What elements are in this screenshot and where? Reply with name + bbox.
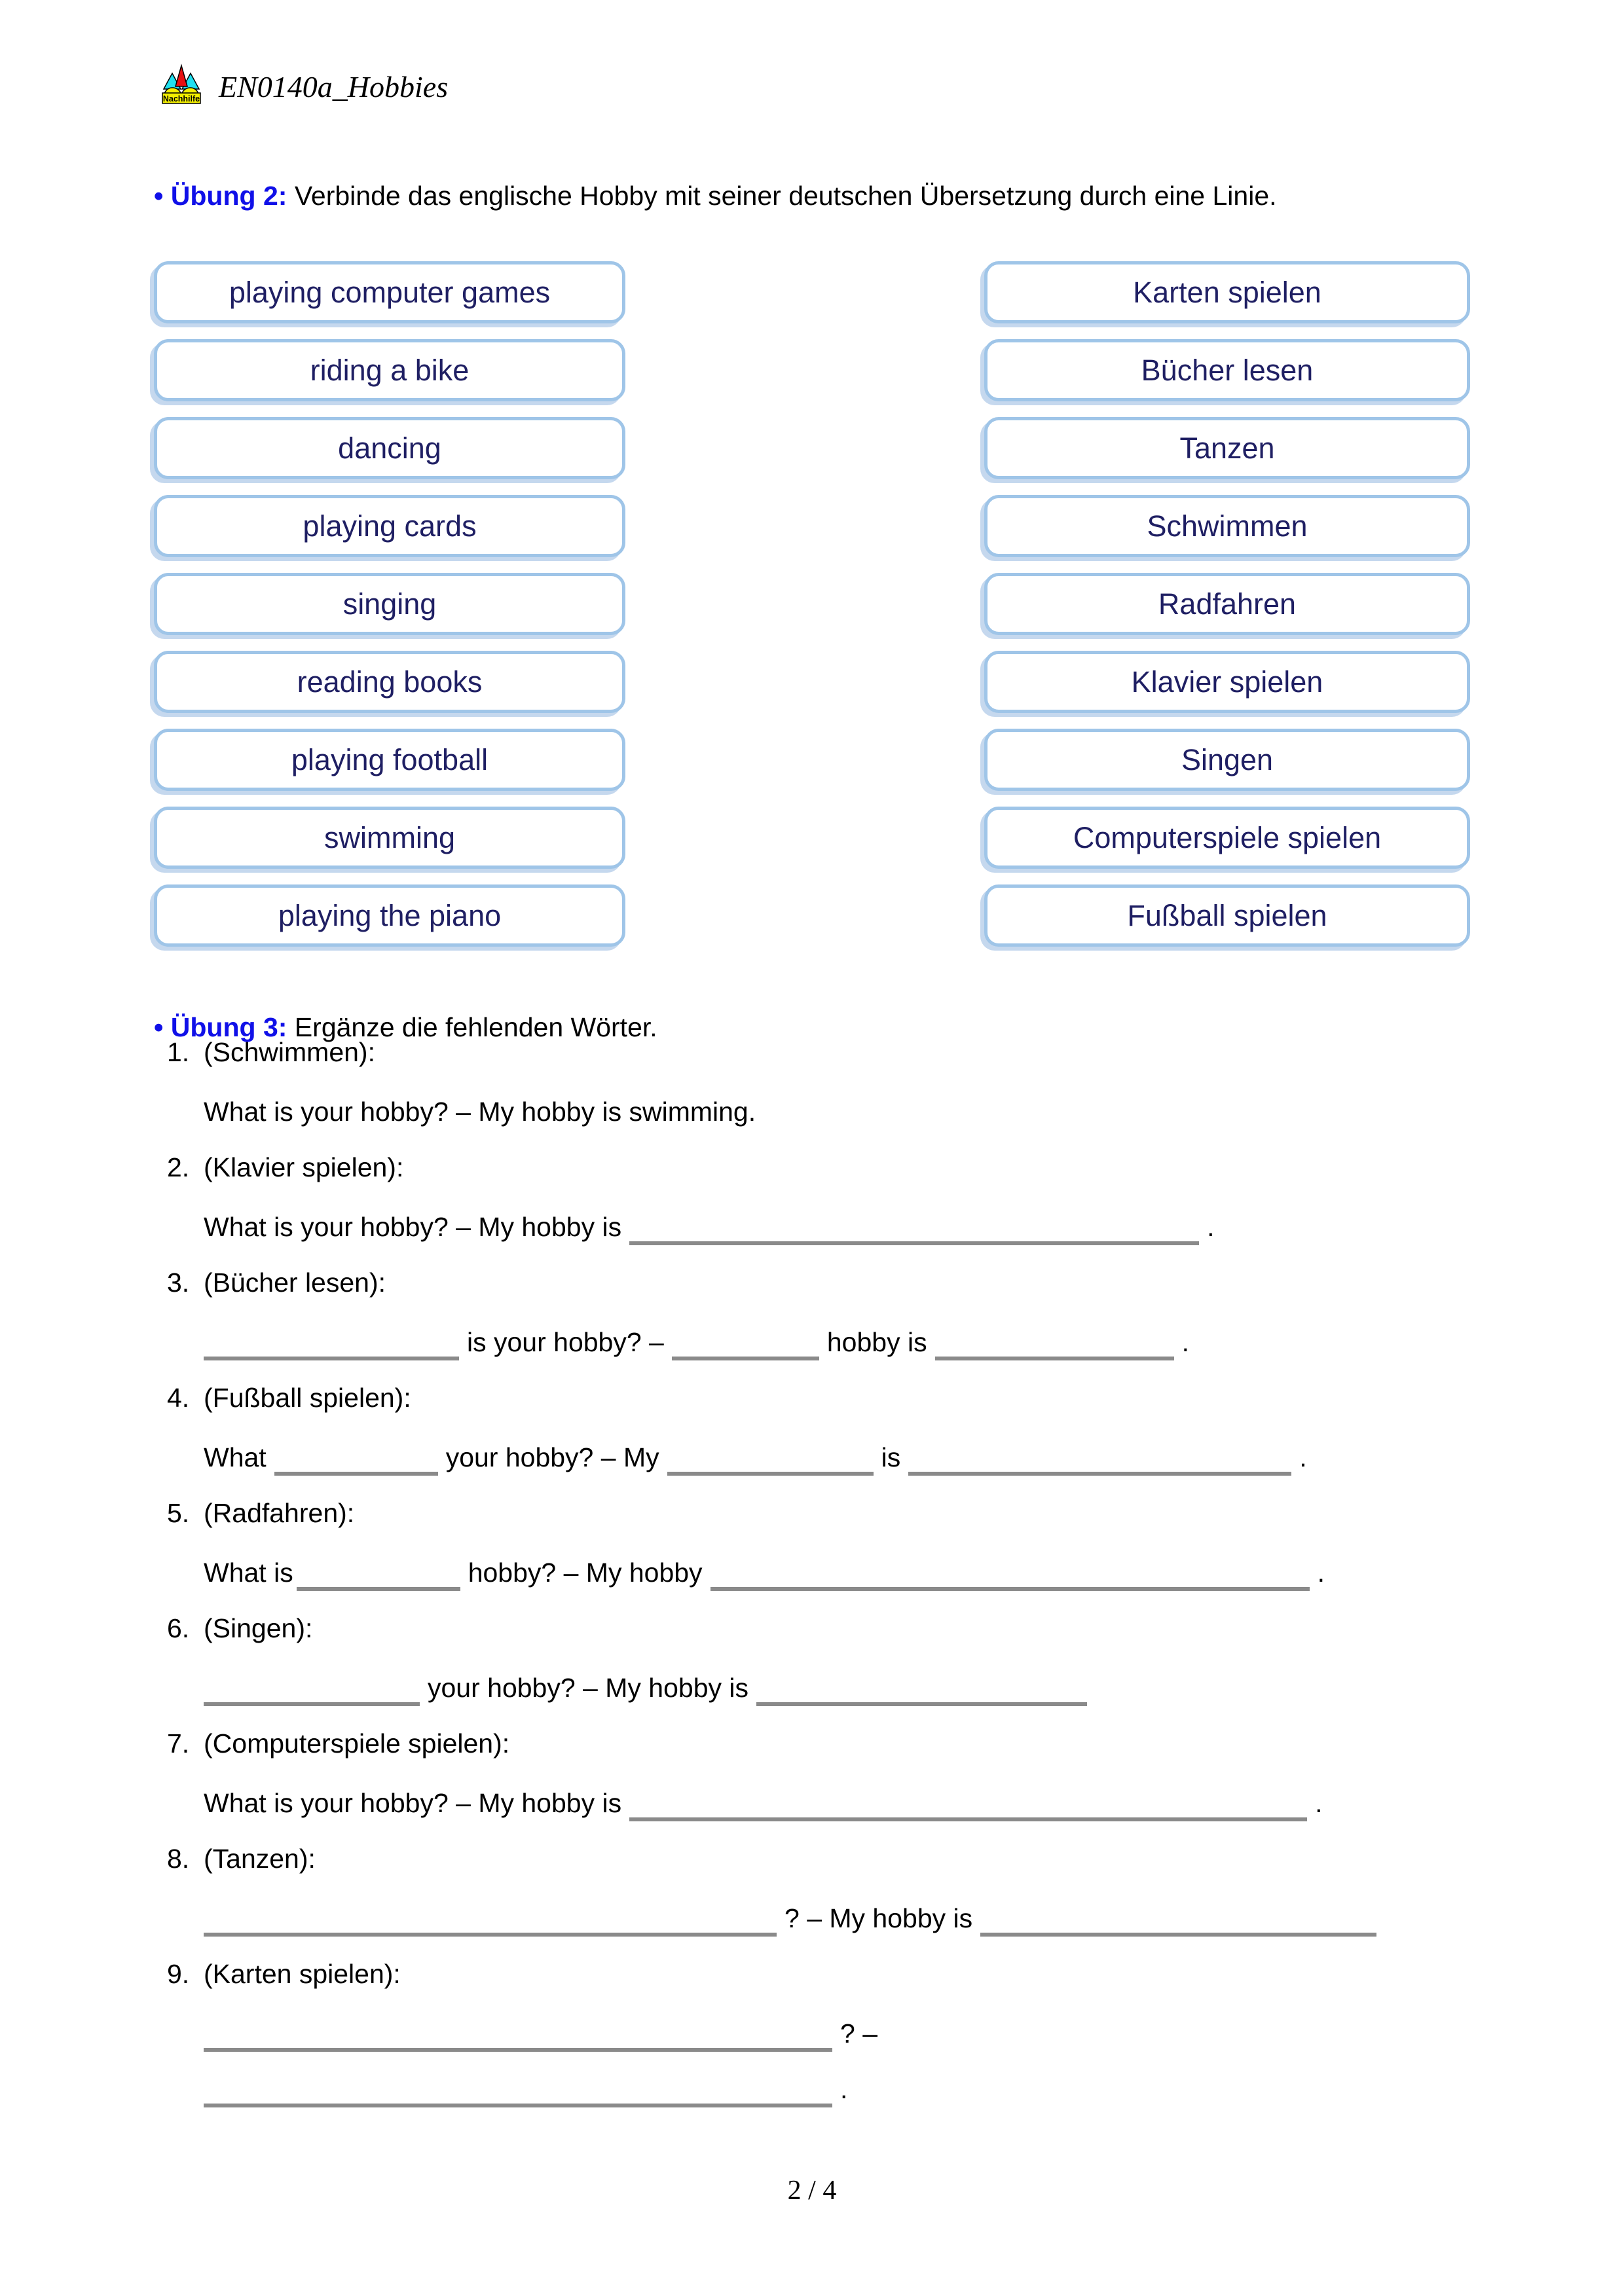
sentence-text: What — [204, 1442, 267, 1472]
fill-in-sentence — [204, 1323, 1477, 1361]
blank-line — [980, 1925, 1376, 1937]
hobby-box-english — [154, 729, 625, 791]
exercise-item — [167, 1264, 1477, 1361]
blank-line — [710, 1579, 1310, 1591]
exercise2-instruction: Verbinde das englische Hobby mit seiner deutschen Übersetzung durch eine Linie. — [294, 181, 1277, 211]
english-hobby-column — [154, 261, 625, 962]
hobby-box-german — [984, 807, 1470, 869]
hobby-box-label: Radfahren — [1158, 587, 1297, 621]
logo-text: Nachhilfe — [162, 94, 200, 103]
sentence-text: . — [1315, 1788, 1323, 1818]
blank-line — [935, 1349, 1174, 1360]
item-label-line — [167, 1609, 1477, 1647]
item-hobby-german-label: (Computerspiele spielen): — [204, 1728, 510, 1758]
hobby-box-label: riding a bike — [310, 353, 470, 387]
blank-line — [204, 2096, 832, 2107]
hobby-box-label: Bücher lesen — [1141, 353, 1314, 387]
hobby-box-label: Singen — [1181, 742, 1274, 776]
german-hobby-column — [984, 261, 1470, 962]
fill-in-sentence — [204, 2070, 1477, 2108]
sentence-text: . — [1207, 1212, 1215, 1242]
hobby-box-label: playing computer games — [229, 275, 551, 309]
hobby-box-german — [984, 651, 1470, 713]
sentence-text: . — [1299, 1442, 1307, 1472]
bullet-icon: • — [154, 181, 164, 211]
item-label-line — [167, 1264, 1477, 1302]
hobby-box-german — [984, 261, 1470, 323]
item-hobby-german-label: (Klavier spielen): — [204, 1152, 404, 1182]
page-footer — [0, 2175, 1624, 2206]
item-number: 1. — [167, 1037, 190, 1067]
fill-in-sentence — [204, 1669, 1477, 1707]
item-label-line — [167, 1840, 1477, 1878]
sentence-text: . — [1181, 1327, 1189, 1357]
hobby-box-german — [984, 729, 1470, 791]
sentence-text: What is — [204, 1558, 293, 1588]
blank-line — [204, 1349, 459, 1360]
item-label-line — [167, 1494, 1477, 1532]
hobby-box-german — [984, 495, 1470, 557]
exercise-item — [167, 1840, 1477, 1937]
page-number: 2 / 4 — [787, 2176, 837, 2206]
hobby-box-label: playing football — [291, 742, 489, 776]
hobby-box-english — [154, 495, 625, 557]
fill-in-sentence — [204, 1093, 1477, 1131]
document-title: EN0140a_Hobbies — [219, 70, 449, 103]
sentence-text: hobby? – My hobby — [468, 1558, 703, 1588]
fill-in-sentence — [204, 1784, 1477, 1822]
exercise2-heading — [154, 176, 1470, 215]
item-number: 7. — [167, 1728, 190, 1758]
sentence-text: is — [881, 1442, 901, 1472]
nachhilfe-logo-icon — [161, 63, 202, 105]
blank-line — [204, 2040, 832, 2052]
exercise-item — [167, 1033, 1477, 1131]
sentence-text: ? – My hobby is — [784, 1903, 973, 1933]
exercise-item — [167, 1724, 1477, 1822]
item-number: 8. — [167, 1844, 190, 1874]
blank-line — [672, 1349, 819, 1360]
fill-in-sentence — [204, 1554, 1477, 1592]
item-number: 9. — [167, 1959, 190, 1989]
exercise-item — [167, 1609, 1477, 1707]
hobby-box-english — [154, 417, 625, 479]
sentence-text: What is your hobby? – My hobby is — [204, 1788, 622, 1818]
hobby-box-label: singing — [342, 587, 437, 621]
sentence-text: What is your hobby? – My hobby is swimming. — [204, 1097, 756, 1127]
item-hobby-german-label: (Tanzen): — [204, 1844, 316, 1874]
item-label-line — [167, 1724, 1477, 1762]
exercise2-title: Übung 2: — [170, 181, 287, 211]
hobby-box-label: Schwimmen — [1147, 509, 1308, 543]
blank-line — [204, 1925, 777, 1937]
sentence-text: hobby is — [826, 1327, 927, 1357]
item-hobby-german-label: (Singen): — [204, 1613, 313, 1643]
item-hobby-german-label: (Karten spielen): — [204, 1959, 401, 1989]
item-number: 6. — [167, 1613, 190, 1643]
hobby-box-label: reading books — [297, 665, 483, 699]
bullet-icon: • — [154, 1012, 164, 1042]
blank-line — [629, 1810, 1307, 1821]
blank-line — [274, 1464, 438, 1476]
sentence-text: your hobby? – My — [445, 1442, 659, 1472]
blank-line — [756, 1694, 1087, 1706]
fill-in-sentence — [204, 1208, 1477, 1246]
blank-line — [204, 1694, 420, 1706]
item-hobby-german-label: (Fußball spielen): — [204, 1383, 411, 1413]
exercise-item — [167, 1494, 1477, 1592]
hobby-box-label: dancing — [338, 431, 441, 465]
blank-line — [908, 1464, 1291, 1476]
exercise-item — [167, 1955, 1477, 2108]
hobby-box-label: Tanzen — [1179, 431, 1275, 465]
hobby-box-label: Fußball spielen — [1127, 898, 1327, 932]
hobby-box-german — [984, 884, 1470, 947]
item-hobby-german-label: (Schwimmen): — [204, 1037, 375, 1067]
sentence-text: is your hobby? – — [467, 1327, 664, 1357]
matching-exercise — [154, 261, 1470, 962]
sentence-text: . — [1317, 1558, 1325, 1588]
hobby-box-german — [984, 417, 1470, 479]
fill-in-sentence — [204, 1438, 1477, 1476]
sentence-text: . — [840, 2074, 848, 2104]
item-number: 5. — [167, 1498, 190, 1528]
hobby-box-english — [154, 884, 625, 947]
exercise3-title: Übung 3: — [170, 1012, 287, 1042]
hobby-box-english — [154, 807, 625, 869]
exercise-item — [167, 1148, 1477, 1246]
page-header — [161, 63, 448, 105]
item-label-line — [167, 1033, 1477, 1071]
sentence-text: ? – — [840, 2018, 877, 2049]
hobby-box-label: Karten spielen — [1133, 275, 1321, 309]
exercise3-instruction: Ergänze die fehlenden Wörter. — [294, 1012, 657, 1042]
fill-in-items — [167, 1033, 1477, 2126]
sentence-text: your hobby? – My hobby is — [428, 1673, 748, 1703]
hobby-box-german — [984, 339, 1470, 401]
item-label-line — [167, 1148, 1477, 1186]
item-label-line — [167, 1379, 1477, 1417]
fill-in-sentence — [204, 2014, 1477, 2052]
exercise-item — [167, 1379, 1477, 1476]
hobby-box-label: Klavier spielen — [1131, 665, 1323, 699]
item-label-line — [167, 1955, 1477, 1993]
item-number: 3. — [167, 1267, 190, 1298]
hobby-box-german — [984, 573, 1470, 635]
item-hobby-german-label: (Bücher lesen): — [204, 1267, 386, 1298]
hobby-box-label: playing cards — [303, 509, 477, 543]
item-number: 2. — [167, 1152, 190, 1182]
hobby-box-english — [154, 339, 625, 401]
fill-in-sentence — [204, 1899, 1477, 1937]
hobby-box-english — [154, 261, 625, 323]
hobby-box-label: playing the piano — [278, 898, 502, 932]
blank-line — [629, 1233, 1199, 1245]
blank-line — [297, 1579, 460, 1591]
logo-center-peak — [175, 65, 187, 86]
hobby-box-english — [154, 573, 625, 635]
sentence-text: What is your hobby? – My hobby is — [204, 1212, 622, 1242]
blank-line — [667, 1464, 874, 1476]
hobby-box-english — [154, 651, 625, 713]
hobby-box-label: Computerspiele spielen — [1073, 820, 1382, 854]
item-number: 4. — [167, 1383, 190, 1413]
item-hobby-german-label: (Radfahren): — [204, 1498, 355, 1528]
hobby-box-label: swimming — [323, 820, 456, 854]
